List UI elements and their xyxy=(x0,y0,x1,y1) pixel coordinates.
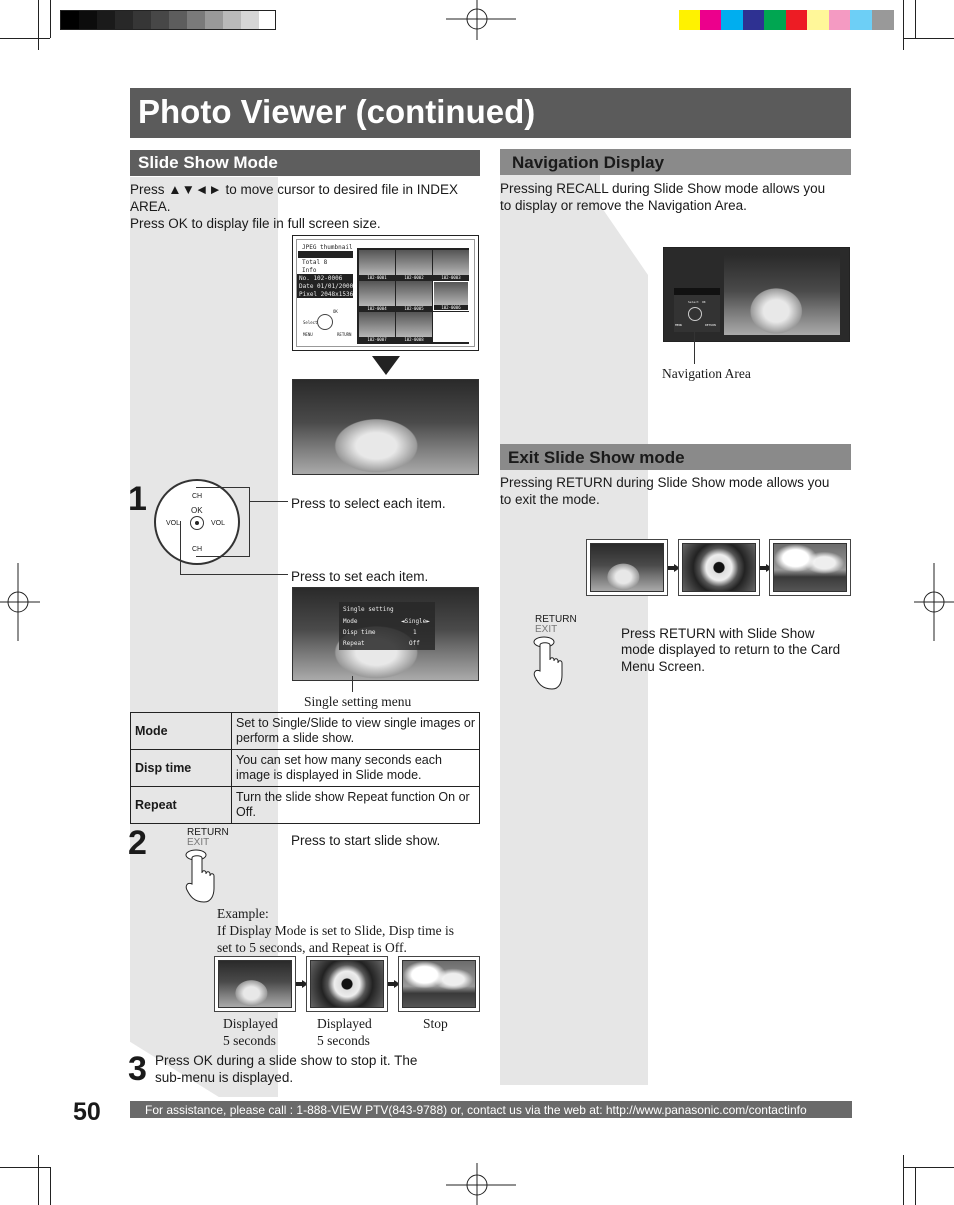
swatch xyxy=(133,11,151,29)
thumbnail-label: 102-0005 xyxy=(396,306,432,311)
setting-row-repeat-label: Repeat xyxy=(343,640,365,647)
select-text: Press to select each item. xyxy=(291,496,446,511)
pressing-hand-icon[interactable] xyxy=(530,635,564,691)
swatch xyxy=(721,10,743,30)
thumbnail-label: 102-0001 xyxy=(359,275,395,280)
registration-mark xyxy=(446,0,516,40)
navigation-line2: to display or remove the Navigation Area. xyxy=(500,198,747,213)
table-key: Disp time xyxy=(131,750,232,787)
thumbnail[interactable] xyxy=(396,312,432,342)
swatch xyxy=(169,11,187,29)
swatch xyxy=(97,11,115,29)
table-key: Repeat xyxy=(131,787,232,824)
page-number: 50 xyxy=(73,1098,101,1126)
registration-mark xyxy=(446,1163,516,1205)
return-button-label: RETURN xyxy=(187,827,229,838)
thumbnail[interactable] xyxy=(359,312,395,342)
table-desc: Set to Single/Slide to view single images or perform a slide show. xyxy=(232,713,480,750)
index-screen xyxy=(292,235,479,351)
swatch xyxy=(743,10,764,30)
index-header: JPEG thumbnail xyxy=(302,244,353,251)
swatch xyxy=(807,10,829,30)
footer-text: For assistance, please call : 1-888-VIEW PTV(843-9788) or, contact us via the web at: http://www.panasonic.com/contactinfo xyxy=(145,1103,807,1117)
page-title: Photo Viewer (continued) xyxy=(138,93,536,130)
index-pixel: Pixel 2048x1536 xyxy=(299,291,354,298)
exit-line1: Pressing RETURN during Slide Show mode allows you xyxy=(500,475,830,490)
example-photo-sky xyxy=(402,960,476,1008)
swatch xyxy=(679,10,700,30)
thumbnail-label: 102-0006 xyxy=(434,305,468,310)
exit-text-line3: Menu Screen. xyxy=(621,659,706,674)
example-line1: Example: xyxy=(217,906,269,921)
setting-menu-screen xyxy=(292,587,479,681)
exit-exit-label: EXIT xyxy=(535,624,558,635)
index-info: Info xyxy=(302,267,317,274)
setting-row-disp-value: 1 xyxy=(413,629,417,636)
exit-line2: to exit the mode. xyxy=(500,492,600,507)
exit-heading: Exit Slide Show mode xyxy=(508,448,685,467)
step3-line1: Press OK during a slide show to stop it. The xyxy=(155,1053,418,1068)
exit-return-label: RETURN xyxy=(535,614,577,625)
table-desc: Turn the slide show Repeat function On or Off. xyxy=(232,787,480,824)
nav-return-label: RETURN xyxy=(705,323,716,327)
caption-1-line2: 5 seconds xyxy=(223,1033,276,1048)
setting-row-mode-value: ◄Single► xyxy=(401,618,430,625)
swatch xyxy=(700,10,721,30)
setting-row-disp-label: Disp time xyxy=(343,629,376,636)
swatch xyxy=(872,10,894,30)
thumbnail[interactable] xyxy=(396,250,432,280)
thumbnail-label: 102-0008 xyxy=(396,337,432,342)
full-screen-photo xyxy=(292,379,479,475)
thumbnail-label: 102-0002 xyxy=(396,275,432,280)
exit-text-line2: mode displayed to return to the Card xyxy=(621,642,841,657)
exit-button-label: EXIT xyxy=(187,837,210,848)
ch-down-label: CH xyxy=(192,546,203,553)
nav-menu-label: MENU xyxy=(675,323,683,327)
thumbnail[interactable] xyxy=(359,250,395,280)
select-indicator-box xyxy=(196,487,250,557)
swatch xyxy=(259,11,275,29)
nav-ring-icon xyxy=(688,307,702,321)
vol-right-label: VOL xyxy=(211,520,226,527)
index-nav-ring xyxy=(317,314,333,330)
swatch xyxy=(79,11,97,29)
swatch xyxy=(241,11,259,29)
index-no: No. 102-0006 xyxy=(299,275,343,282)
setting-menu-leader xyxy=(352,676,353,692)
example-photo-dog xyxy=(218,960,292,1008)
nav-select-label: Select xyxy=(688,300,699,304)
step-3-number: 3 xyxy=(128,1050,147,1088)
step-1-number: 1 xyxy=(128,480,147,518)
table-desc: You can set how many seconds each image is displayed in Slide mode. xyxy=(232,750,480,787)
step2-text: Press to start slide show. xyxy=(291,833,441,848)
setting-row-mode-label: Mode xyxy=(343,618,358,625)
exit-photo-flower xyxy=(682,543,756,592)
thumbnail-label: 102-0007 xyxy=(359,337,395,342)
index-return-label: RETURN xyxy=(337,332,352,337)
swatch xyxy=(786,10,807,30)
pressing-hand-icon[interactable] xyxy=(182,848,216,904)
setting-menu-caption: Single setting menu xyxy=(304,694,412,709)
step3-line2: sub-menu is displayed. xyxy=(155,1070,294,1085)
swatch xyxy=(223,11,241,29)
swatch xyxy=(850,10,872,30)
caption-3-line1: Stop xyxy=(423,1016,448,1031)
index-date: Date 01/01/2000 xyxy=(299,283,354,290)
index-menu-label: MENU xyxy=(303,332,313,337)
slide-intro-line1: Press ▲▼◄► to move cursor to desired file in INDEX AREA. xyxy=(130,182,459,214)
slide-show-heading: Slide Show Mode xyxy=(138,153,278,172)
navigation-photo xyxy=(724,255,840,335)
navigation-screen xyxy=(663,247,850,342)
swatch xyxy=(115,11,133,29)
arrow-down-icon xyxy=(372,356,400,376)
table-key: Mode xyxy=(131,713,232,750)
slide-intro-line2: Press OK to display file in full screen size. xyxy=(130,216,381,231)
table-row xyxy=(131,713,480,750)
caption-2-line2: 5 seconds xyxy=(317,1033,370,1048)
navigation-line1: Pressing RECALL during Slide Show mode allows you xyxy=(500,181,826,196)
ok-label: OK xyxy=(191,506,203,515)
step-2-number: 2 xyxy=(128,824,147,862)
thumbnail[interactable] xyxy=(396,281,432,311)
thumbnail-label: 102-0003 xyxy=(433,275,469,280)
nav-ok-label: OK xyxy=(702,300,706,304)
registration-mark xyxy=(914,563,954,641)
example-line2: If Display Mode is set to Slide, Disp time is xyxy=(217,923,454,938)
color-strip xyxy=(679,10,894,30)
caption-2-line1: Displayed xyxy=(317,1016,372,1031)
grayscale-strip xyxy=(60,10,276,30)
navigation-leader xyxy=(694,325,695,364)
ch-up-label: CH xyxy=(192,493,203,500)
table-row xyxy=(131,750,480,787)
thumbnail[interactable] xyxy=(433,250,469,280)
caption-1-line1: Displayed xyxy=(223,1016,278,1031)
index-thumb-grid xyxy=(357,248,469,344)
select-leader-line xyxy=(250,501,288,502)
thumbnail[interactable] xyxy=(433,281,469,311)
swatch xyxy=(61,11,79,29)
table-row xyxy=(131,787,480,824)
exit-photo-dog xyxy=(590,543,664,592)
index-ok-label: OK xyxy=(333,309,338,314)
registration-mark xyxy=(0,563,40,641)
exit-photo-sky xyxy=(773,543,847,592)
index-header-bar xyxy=(298,251,353,258)
set-text: Press to set each item. xyxy=(291,569,429,584)
navigation-heading: Navigation Display xyxy=(512,153,665,172)
index-select-label: Select xyxy=(303,320,318,325)
set-leader-line xyxy=(180,521,181,574)
thumbnail[interactable] xyxy=(433,312,469,342)
swatch xyxy=(151,11,169,29)
setting-menu-title: Single setting xyxy=(343,606,394,613)
swatch xyxy=(829,10,850,30)
example-photo-flower xyxy=(310,960,384,1008)
example-line3: set to 5 seconds, and Repeat is Off. xyxy=(217,940,407,955)
setting-row-repeat-value: Off xyxy=(409,640,420,647)
swatch xyxy=(205,11,223,29)
navigation-bar xyxy=(674,288,720,295)
thumbnail-label: 102-0004 xyxy=(359,306,395,311)
settings-table xyxy=(130,712,480,824)
set-leader-line-h xyxy=(180,574,288,575)
thumbnail[interactable] xyxy=(359,281,395,311)
swatch xyxy=(764,10,786,30)
navigation-caption: Navigation Area xyxy=(662,366,751,381)
exit-text-line1: Press RETURN with Slide Show xyxy=(621,626,815,641)
index-total: Total 8 xyxy=(302,259,328,266)
swatch xyxy=(187,11,205,29)
vol-left-label: VOL xyxy=(166,520,181,527)
